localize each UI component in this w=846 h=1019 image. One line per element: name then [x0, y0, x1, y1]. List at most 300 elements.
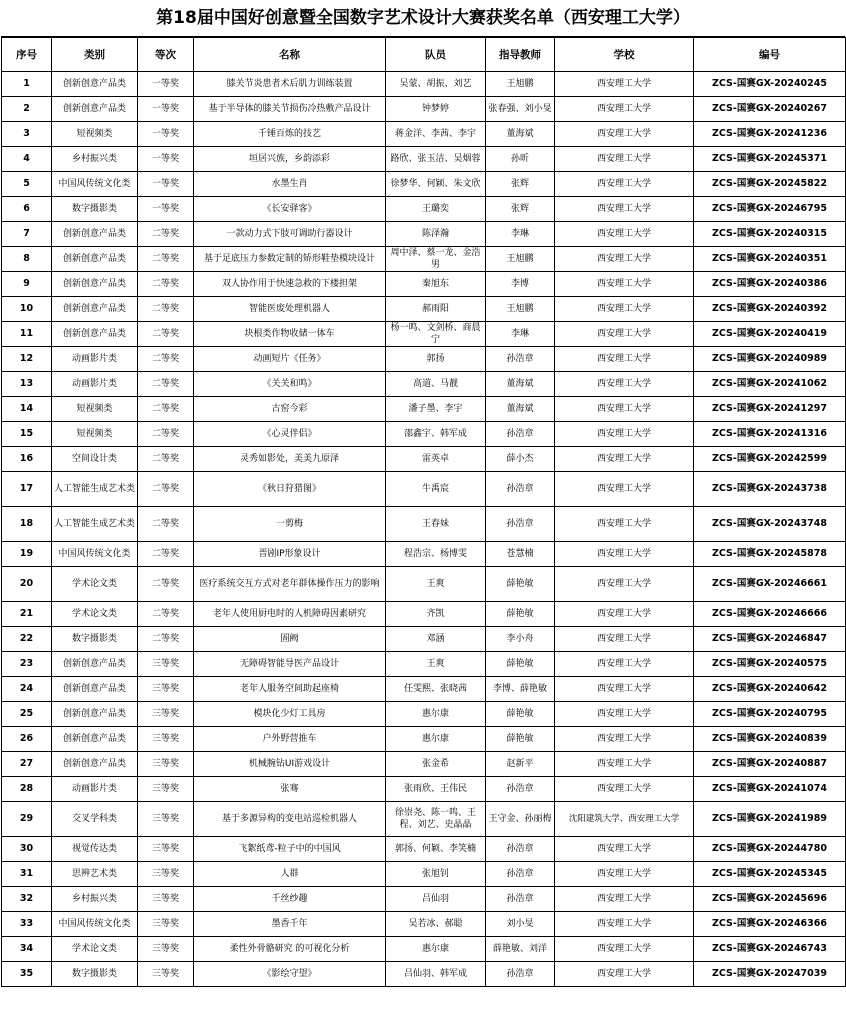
- cell-code: ZCS-国赛GX-20245371: [694, 147, 846, 172]
- cell-category: 学术论文类: [52, 937, 138, 962]
- cell-index: 20: [2, 567, 52, 602]
- cell-code: ZCS-国赛GX-20240989: [694, 347, 846, 372]
- cell-category: 短视频类: [52, 397, 138, 422]
- cell-advisor: 苍慧楠: [486, 542, 555, 567]
- cell-members: 徐崇尧、陈一鸣、王程、刘艺、史晶晶: [386, 802, 486, 837]
- cell-members: 秦旭东: [386, 272, 486, 297]
- table-row: [2, 602, 846, 627]
- cell-rank: 二等奖: [138, 422, 194, 447]
- cell-rank: 二等奖: [138, 627, 194, 652]
- cell-work-name: 基于多源异构的变电站巡检机器人: [194, 802, 386, 837]
- cell-code: ZCS-国赛GX-20245345: [694, 862, 846, 887]
- cell-rank: 一等奖: [138, 172, 194, 197]
- cell-code: ZCS-国赛GX-20241297: [694, 397, 846, 422]
- cell-advisor: 薛艳敏、刘洋: [486, 937, 555, 962]
- cell-work-name: 千丝纱趣: [194, 887, 386, 912]
- cell-index: 8: [2, 247, 52, 272]
- table-row: [2, 72, 846, 97]
- header-school: 学校: [555, 38, 694, 72]
- cell-code: ZCS-国赛GX-20246366: [694, 912, 846, 937]
- cell-work-name: 张骞: [194, 777, 386, 802]
- cell-members: 邓涵: [386, 627, 486, 652]
- cell-code: ZCS-国赛GX-20240392: [694, 297, 846, 322]
- cell-advisor: 孙浩章: [486, 962, 555, 987]
- cell-rank: 三等奖: [138, 677, 194, 702]
- cell-index: 22: [2, 627, 52, 652]
- cell-rank: 一等奖: [138, 122, 194, 147]
- cell-category: 中国风传统文化类: [52, 912, 138, 937]
- cell-index: 14: [2, 397, 52, 422]
- table-header-row: [2, 38, 846, 72]
- cell-members: 王爽: [386, 652, 486, 677]
- cell-rank: 二等奖: [138, 372, 194, 397]
- cell-category: 数字摄影类: [52, 962, 138, 987]
- cell-school: 西安理工大学: [555, 272, 694, 297]
- cell-code: ZCS-国赛GX-20243738: [694, 472, 846, 507]
- cell-advisor: 薛艳敏: [486, 602, 555, 627]
- cell-school: 西安理工大学: [555, 912, 694, 937]
- cell-rank: 一等奖: [138, 97, 194, 122]
- cell-advisor: 董海斌: [486, 372, 555, 397]
- cell-category: 创新创意产品类: [52, 247, 138, 272]
- cell-category: 交叉学科类: [52, 802, 138, 837]
- cell-code: ZCS-国赛GX-20243748: [694, 507, 846, 542]
- cell-advisor: 孙浩章: [486, 837, 555, 862]
- cell-code: ZCS-国赛GX-20240267: [694, 97, 846, 122]
- cell-members: 惠尔康: [386, 727, 486, 752]
- cell-rank: 三等奖: [138, 702, 194, 727]
- cell-category: 创新创意产品类: [52, 752, 138, 777]
- cell-rank: 三等奖: [138, 962, 194, 987]
- cell-members: 张旭钊: [386, 862, 486, 887]
- cell-code: ZCS-国赛GX-20240386: [694, 272, 846, 297]
- cell-school: 西安理工大学: [555, 422, 694, 447]
- cell-work-name: 《秋日狩猎图》: [194, 472, 386, 507]
- cell-code: ZCS-国赛GX-20245878: [694, 542, 846, 567]
- cell-school: 西安理工大学: [555, 122, 694, 147]
- cell-rank: 三等奖: [138, 862, 194, 887]
- cell-work-name: 灵秀如影处，美美九原泽: [194, 447, 386, 472]
- cell-school: 西安理工大学: [555, 447, 694, 472]
- header-advisor: 指导教师: [486, 38, 555, 72]
- cell-work-name: 《影绘守望》: [194, 962, 386, 987]
- cell-members: 潘子墨、李宇: [386, 397, 486, 422]
- cell-members: 陈泽瀚: [386, 222, 486, 247]
- cell-category: 动画影片类: [52, 347, 138, 372]
- cell-members: 徐梦华、何颖、朱文欣: [386, 172, 486, 197]
- cell-index: 35: [2, 962, 52, 987]
- cell-work-name: 医疗系统交互方式对老年群体操作压力的影响: [194, 567, 386, 602]
- cell-school: 西安理工大学: [555, 507, 694, 542]
- cell-category: 乡村振兴类: [52, 887, 138, 912]
- cell-category: 短视频类: [52, 422, 138, 447]
- cell-category: 创新创意产品类: [52, 702, 138, 727]
- cell-school: 西安理工大学: [555, 567, 694, 602]
- table-row: [2, 247, 846, 272]
- cell-index: 3: [2, 122, 52, 147]
- table-row: [2, 937, 846, 962]
- cell-category: 创新创意产品类: [52, 727, 138, 752]
- cell-school: 西安理工大学: [555, 962, 694, 987]
- cell-advisor: 孙浩章: [486, 472, 555, 507]
- table-row: [2, 777, 846, 802]
- cell-rank: 三等奖: [138, 837, 194, 862]
- cell-code: ZCS-国赛GX-20246666: [694, 602, 846, 627]
- cell-school: 西安理工大学: [555, 372, 694, 397]
- cell-members: 王春妹: [386, 507, 486, 542]
- cell-rank: 二等奖: [138, 247, 194, 272]
- table-row: [2, 97, 846, 122]
- cell-work-name: 无障碍智能导医产品设计: [194, 652, 386, 677]
- cell-work-name: 老年人使用厨电时的人机障碍因素研究: [194, 602, 386, 627]
- cell-code: ZCS-国赛GX-20245696: [694, 887, 846, 912]
- cell-category: 创新创意产品类: [52, 272, 138, 297]
- table-row: [2, 397, 846, 422]
- cell-code: ZCS-国赛GX-20240839: [694, 727, 846, 752]
- cell-school: 西安理工大学: [555, 297, 694, 322]
- cell-school: 西安理工大学: [555, 347, 694, 372]
- cell-school: 西安理工大学: [555, 322, 694, 347]
- cell-advisor: 李博、薛艳敏: [486, 677, 555, 702]
- table-row: [2, 122, 846, 147]
- cell-index: 5: [2, 172, 52, 197]
- table-row: [2, 702, 846, 727]
- cell-category: 创新创意产品类: [52, 72, 138, 97]
- cell-index: 16: [2, 447, 52, 472]
- cell-advisor: 董海斌: [486, 122, 555, 147]
- cell-index: 18: [2, 507, 52, 542]
- cell-members: 杨一鸣、文剑桥、商晨宁: [386, 322, 486, 347]
- cell-advisor: 刘小旻: [486, 912, 555, 937]
- table-row: [2, 322, 846, 347]
- cell-work-name: 智能医废处理机器人: [194, 297, 386, 322]
- table-row: [2, 802, 846, 837]
- cell-advisor: 薛艳敏: [486, 727, 555, 752]
- table-row: [2, 272, 846, 297]
- header-code: 编号: [694, 38, 846, 72]
- cell-category: 视觉传达类: [52, 837, 138, 862]
- table-row: [2, 887, 846, 912]
- cell-code: ZCS-国赛GX-20241074: [694, 777, 846, 802]
- table-row: [2, 347, 846, 372]
- cell-school: 西安理工大学: [555, 887, 694, 912]
- header-members: 队员: [386, 38, 486, 72]
- cell-advisor: 李琳: [486, 322, 555, 347]
- cell-members: 吕仙羽、韩军成: [386, 962, 486, 987]
- cell-rank: 三等奖: [138, 887, 194, 912]
- cell-code: ZCS-国赛GX-20241989: [694, 802, 846, 837]
- table-row: [2, 652, 846, 677]
- cell-school: 西安理工大学: [555, 542, 694, 567]
- cell-work-name: 柔性外骨骼研究 的可视化分析: [194, 937, 386, 962]
- cell-rank: 一等奖: [138, 147, 194, 172]
- table-row: [2, 837, 846, 862]
- cell-advisor: 薛艳敏: [486, 652, 555, 677]
- table-row: [2, 147, 846, 172]
- cell-category: 数字摄影类: [52, 197, 138, 222]
- cell-rank: 二等奖: [138, 567, 194, 602]
- cell-index: 27: [2, 752, 52, 777]
- cell-rank: 二等奖: [138, 297, 194, 322]
- cell-members: 路欣、张玉洁、吴烟蓉: [386, 147, 486, 172]
- cell-index: 6: [2, 197, 52, 222]
- cell-rank: 三等奖: [138, 727, 194, 752]
- cell-members: 齐凯: [386, 602, 486, 627]
- cell-advisor: 薛艳敏: [486, 567, 555, 602]
- cell-index: 15: [2, 422, 52, 447]
- cell-rank: 三等奖: [138, 802, 194, 837]
- cell-rank: 二等奖: [138, 397, 194, 422]
- cell-advisor: 孙浩章: [486, 347, 555, 372]
- table-row: [2, 862, 846, 887]
- cell-index: 26: [2, 727, 52, 752]
- table-row: [2, 172, 846, 197]
- table-row: [2, 222, 846, 247]
- table-row: [2, 962, 846, 987]
- cell-code: ZCS-国赛GX-20240575: [694, 652, 846, 677]
- cell-school: 西安理工大学: [555, 777, 694, 802]
- cell-advisor: 王旭鹏: [486, 297, 555, 322]
- table-row: [2, 507, 846, 542]
- cell-members: 程浩宗、杨博雯: [386, 542, 486, 567]
- cell-rank: 三等奖: [138, 937, 194, 962]
- cell-school: 西安理工大学: [555, 837, 694, 862]
- cell-advisor: 薛小杰: [486, 447, 555, 472]
- cell-advisor: 王旭鹏: [486, 247, 555, 272]
- cell-members: 惠尔康: [386, 937, 486, 962]
- cell-members: 吴蒙、胡振、刘艺: [386, 72, 486, 97]
- cell-index: 1: [2, 72, 52, 97]
- cell-code: ZCS-国赛GX-20247039: [694, 962, 846, 987]
- table-row: [2, 627, 846, 652]
- cell-index: 23: [2, 652, 52, 677]
- cell-code: ZCS-国赛GX-20240419: [694, 322, 846, 347]
- cell-members: 吕仙羽: [386, 887, 486, 912]
- cell-rank: 二等奖: [138, 602, 194, 627]
- header-category: 类别: [52, 38, 138, 72]
- cell-members: 高道、马靓: [386, 372, 486, 397]
- cell-work-name: 圄阙: [194, 627, 386, 652]
- cell-advisor: 薛艳敏: [486, 702, 555, 727]
- cell-rank: 三等奖: [138, 912, 194, 937]
- cell-advisor: 李小舟: [486, 627, 555, 652]
- cell-advisor: 孙浩章: [486, 887, 555, 912]
- table-row: [2, 912, 846, 937]
- table-body: [2, 72, 846, 987]
- cell-members: 吴若冰、郝聪: [386, 912, 486, 937]
- cell-code: ZCS-国赛GX-20242599: [694, 447, 846, 472]
- cell-category: 创新创意产品类: [52, 677, 138, 702]
- page-title: 第18届中国好创意暨全国数字艺术设计大赛获奖名单（西安理工大学）: [1, 0, 845, 37]
- cell-category: 创新创意产品类: [52, 322, 138, 347]
- award-table: [1, 37, 846, 987]
- cell-members: 任雯熙、张晓茜: [386, 677, 486, 702]
- cell-advisor: 李博: [486, 272, 555, 297]
- cell-rank: 二等奖: [138, 347, 194, 372]
- cell-members: 郭扬: [386, 347, 486, 372]
- cell-members: 郝雨阳: [386, 297, 486, 322]
- cell-school: 西安理工大学: [555, 472, 694, 507]
- cell-category: 空间设计类: [52, 447, 138, 472]
- cell-code: ZCS-国赛GX-20246661: [694, 567, 846, 602]
- cell-category: 思辨艺术类: [52, 862, 138, 887]
- cell-code: ZCS-国赛GX-20240245: [694, 72, 846, 97]
- cell-index: 17: [2, 472, 52, 507]
- cell-index: 33: [2, 912, 52, 937]
- cell-members: 钟梦婷: [386, 97, 486, 122]
- cell-advisor: 孙浩章: [486, 862, 555, 887]
- cell-category: 创新创意产品类: [52, 222, 138, 247]
- cell-advisor: 张春强、刘小旻: [486, 97, 555, 122]
- cell-work-name: 一款动力式下肢可调助行器设计: [194, 222, 386, 247]
- cell-advisor: 王守金、孙丽梅: [486, 802, 555, 837]
- cell-category: 中国风传统文化类: [52, 172, 138, 197]
- cell-work-name: 《长安驿客》: [194, 197, 386, 222]
- cell-rank: 二等奖: [138, 322, 194, 347]
- cell-rank: 一等奖: [138, 197, 194, 222]
- cell-work-name: 户外野营推车: [194, 727, 386, 752]
- cell-members: 蒋金洋、李茜、李宇: [386, 122, 486, 147]
- cell-work-name: 基于半导体的膝关节损伤冷热敷产品设计: [194, 97, 386, 122]
- cell-advisor: 董海斌: [486, 397, 555, 422]
- cell-work-name: 一剪梅: [194, 507, 386, 542]
- cell-index: 34: [2, 937, 52, 962]
- cell-work-name: 水墨生肖: [194, 172, 386, 197]
- cell-members: 王璐奕: [386, 197, 486, 222]
- cell-rank: 三等奖: [138, 752, 194, 777]
- cell-index: 7: [2, 222, 52, 247]
- cell-index: 12: [2, 347, 52, 372]
- cell-school: 西安理工大学: [555, 627, 694, 652]
- cell-code: ZCS-国赛GX-20240887: [694, 752, 846, 777]
- cell-code: ZCS-国赛GX-20241316: [694, 422, 846, 447]
- cell-rank: 二等奖: [138, 472, 194, 507]
- cell-category: 学术论文类: [52, 567, 138, 602]
- cell-work-name: 晋剧IP形象设计: [194, 542, 386, 567]
- cell-members: 惠尔康: [386, 702, 486, 727]
- cell-rank: 二等奖: [138, 507, 194, 542]
- cell-rank: 二等奖: [138, 447, 194, 472]
- table-row: [2, 727, 846, 752]
- cell-index: 4: [2, 147, 52, 172]
- cell-school: 西安理工大学: [555, 602, 694, 627]
- cell-school: 西安理工大学: [555, 702, 694, 727]
- cell-advisor: 李琳: [486, 222, 555, 247]
- cell-members: 张雨欣、王伟民: [386, 777, 486, 802]
- table-row: [2, 372, 846, 397]
- cell-code: ZCS-国赛GX-20241236: [694, 122, 846, 147]
- cell-work-name: 人群: [194, 862, 386, 887]
- cell-code: ZCS-国赛GX-20241062: [694, 372, 846, 397]
- cell-category: 中国风传统文化类: [52, 542, 138, 567]
- cell-index: 28: [2, 777, 52, 802]
- cell-work-name: 基于足底压力参数定制的矫形鞋垫模块设计: [194, 247, 386, 272]
- cell-category: 人工智能生成艺术类: [52, 507, 138, 542]
- cell-members: 邵鑫宇、韩军成: [386, 422, 486, 447]
- cell-school: 西安理工大学: [555, 937, 694, 962]
- cell-advisor: 孙浩章: [486, 507, 555, 542]
- cell-code: ZCS-国赛GX-20246743: [694, 937, 846, 962]
- cell-school: 西安理工大学: [555, 97, 694, 122]
- cell-rank: 三等奖: [138, 652, 194, 677]
- cell-category: 创新创意产品类: [52, 297, 138, 322]
- cell-work-name: 动画短片《任务》: [194, 347, 386, 372]
- cell-category: 短视频类: [52, 122, 138, 147]
- cell-code: ZCS-国赛GX-20240315: [694, 222, 846, 247]
- table-row: [2, 297, 846, 322]
- table-row: [2, 567, 846, 602]
- cell-index: 30: [2, 837, 52, 862]
- cell-code: ZCS-国赛GX-20244780: [694, 837, 846, 862]
- cell-index: 13: [2, 372, 52, 397]
- header-index: 序号: [2, 38, 52, 72]
- cell-code: ZCS-国赛GX-20240351: [694, 247, 846, 272]
- cell-school: 西安理工大学: [555, 222, 694, 247]
- cell-index: 25: [2, 702, 52, 727]
- cell-members: 郭扬、何颖、李笑楠: [386, 837, 486, 862]
- cell-work-name: 《心灵伴侣》: [194, 422, 386, 447]
- header-rank: 等次: [138, 38, 194, 72]
- cell-rank: 二等奖: [138, 542, 194, 567]
- cell-work-name: 机械腕钻UI游戏设计: [194, 752, 386, 777]
- cell-rank: 二等奖: [138, 222, 194, 247]
- cell-index: 29: [2, 802, 52, 837]
- cell-school: 西安理工大学: [555, 862, 694, 887]
- cell-index: 10: [2, 297, 52, 322]
- cell-advisor: 张辉: [486, 197, 555, 222]
- cell-index: 24: [2, 677, 52, 702]
- cell-advisor: 张辉: [486, 172, 555, 197]
- cell-school: 西安理工大学: [555, 197, 694, 222]
- cell-category: 创新创意产品类: [52, 97, 138, 122]
- table-row: [2, 542, 846, 567]
- cell-rank: 一等奖: [138, 72, 194, 97]
- cell-work-name: 千锤百炼的技艺: [194, 122, 386, 147]
- cell-category: 数字摄影类: [52, 627, 138, 652]
- table-row: [2, 197, 846, 222]
- cell-index: 32: [2, 887, 52, 912]
- cell-members: 周中泽、蔡一龙、金浩男: [386, 247, 486, 272]
- cell-work-name: 飞絮纸鸢-粒子中的中国风: [194, 837, 386, 862]
- cell-category: 人工智能生成艺术类: [52, 472, 138, 507]
- cell-advisor: 孙浩章: [486, 777, 555, 802]
- cell-advisor: 赵新平: [486, 752, 555, 777]
- cell-code: ZCS-国赛GX-20246795: [694, 197, 846, 222]
- cell-code: ZCS-国赛GX-20246847: [694, 627, 846, 652]
- cell-category: 动画影片类: [52, 777, 138, 802]
- cell-work-name: 墨香千年: [194, 912, 386, 937]
- cell-category: 乡村振兴类: [52, 147, 138, 172]
- table-row: [2, 677, 846, 702]
- cell-members: 张金希: [386, 752, 486, 777]
- cell-index: 19: [2, 542, 52, 567]
- cell-school: 西安理工大学: [555, 72, 694, 97]
- cell-rank: 二等奖: [138, 272, 194, 297]
- table-row: [2, 447, 846, 472]
- cell-index: 21: [2, 602, 52, 627]
- table-row: [2, 752, 846, 777]
- cell-index: 2: [2, 97, 52, 122]
- cell-category: 创新创意产品类: [52, 652, 138, 677]
- cell-advisor: 王旭鹏: [486, 72, 555, 97]
- cell-advisor: 孙昕: [486, 147, 555, 172]
- cell-school: 西安理工大学: [555, 172, 694, 197]
- table-row: [2, 472, 846, 507]
- cell-school: 西安理工大学: [555, 247, 694, 272]
- cell-school: 西安理工大学: [555, 652, 694, 677]
- cell-code: ZCS-国赛GX-20245822: [694, 172, 846, 197]
- cell-work-name: 模块化少灯工具房: [194, 702, 386, 727]
